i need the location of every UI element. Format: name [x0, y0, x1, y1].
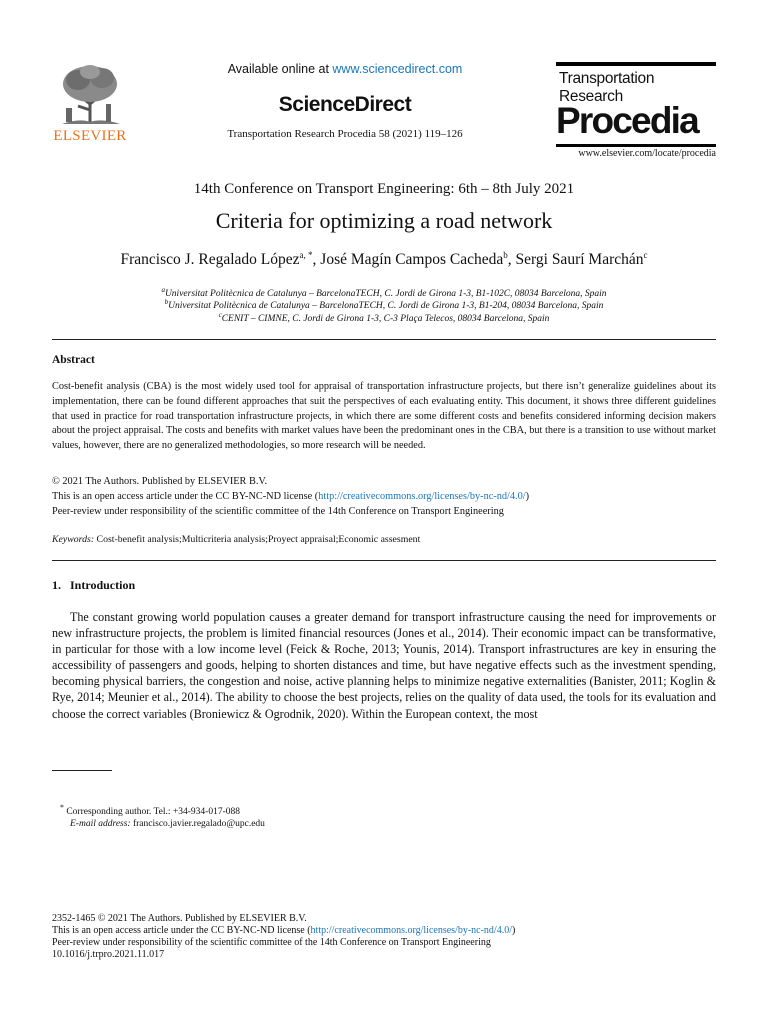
available-online-line: [210, 62, 480, 76]
procedia-line3: Procedia: [556, 100, 698, 141]
affiliation-sup: c: [218, 311, 222, 319]
author-list: [52, 250, 716, 269]
journal-citation: Transportation Research Procedia 58 (2021) 119–126: [227, 128, 463, 140]
section-heading: 1. Introduction: [52, 578, 136, 592]
elsevier-logo: [50, 60, 130, 148]
email-address[interactable]: francisco.javier.regalado@upc.edu: [130, 819, 265, 829]
footnote-sup: *: [60, 803, 64, 812]
author-sup: c: [643, 250, 648, 260]
abstract-body: Cost-benefit analysis (CBA) is the most widely used tool for appraisal of transportation infrastructure projects, but there isn’t generalize guidelines about its implementation, there can be found different approaches that suit the perspectives of each evaluating entity. This document, it shows three different guidelines that used in practice for road transportation infrastructure projects, in which there are some different costs and benefits considered informing decision makers about the project appraisal. The costs and benefits with market values have been the predominant ones in the CBA, but there is a transition to use without market values, however, there are no generalized methodologies, so more research will be needed.: [52, 381, 716, 452]
footer-peer-review: Peer-review under responsibility of the scientific committee of the 14th Conference on Transport Engineering: [52, 937, 491, 948]
author-sup: b: [503, 250, 508, 260]
keywords-line: [52, 534, 716, 545]
affiliation-sup: a: [161, 286, 165, 294]
abstract-heading: Abstract: [52, 354, 95, 366]
available-prefix: Available online at: [227, 62, 333, 76]
procedia-url[interactable]: www.elsevier.com/locate/procedia: [578, 148, 716, 159]
introduction-body: The constant growing world population causes a greater demand for transport infrastructure causing the need for improvements or new infrastructure projects, the problem is limited financial resources (Jones et al., 2014). Their economic impact can be transformative, in particular for those with a low income level (Feick & Roche, 2013; Younis, 2014). Transport infrastructures are key in ensuring the accessibility of passengers and goods, helping to shorten distances and time, but have negative effects such as the investment spending, becoming physical barriers, the congestion and noise, active planning helps to minimize negative externalities (Banister, 2011; Koglin & Rye, 2014; Meunier et al., 2014). The ability to choose the best projects, relies on the quality of data used, the tools for its evaluation and choose the correct variables (Broniewicz & Ogrodnik, 2020). Within the European context, the most: [52, 610, 716, 721]
affiliation-sup: b: [164, 298, 169, 306]
corresponding-author-footnote: [60, 803, 240, 817]
affiliation-text: Universitat Politècnica de Catalunya – BarcelonaTECH, C. Jordi de Girona 1-3, B1-102C, 08034 Barcelona, Spain: [164, 289, 607, 300]
footnote-text: Corresponding author. Tel.: +34-934-017-088: [63, 807, 240, 818]
author-sep: ,: [312, 251, 321, 269]
license-suffix: ): [525, 491, 530, 502]
author-name: Sergi Saurí Marchán: [515, 251, 644, 269]
copyright-line: © 2021 The Authors. Published by ELSEVIER B.V.: [52, 476, 268, 487]
license-link[interactable]: http://creativecommons.org/licenses/by-nc-nd/4.0/: [318, 491, 526, 502]
email-footnote: [70, 819, 265, 829]
footer-license-suffix: ): [511, 925, 516, 936]
peer-review-line: Peer-review under responsibility of the scientific committee of the 14th Conference on Transport Engineering: [52, 506, 504, 517]
footnote-rule: [52, 770, 112, 771]
license-line: [52, 491, 716, 502]
author-sep: ,: [507, 251, 516, 269]
conference-line: 14th Conference on Transport Engineering: 6th – 8th July 2021: [193, 181, 575, 197]
footer-issn: 2352-1465 © 2021 The Authors. Published by ELSEVIER B.V.: [52, 913, 307, 924]
procedia-logo: [556, 62, 716, 160]
footer-license-link[interactable]: http://creativecommons.org/licenses/by-nc-nd/4.0/: [310, 925, 512, 936]
footer-license-prefix: This is an open access article under the CC BY-NC-ND license (: [52, 925, 311, 936]
procedia-line1: Transportation: [559, 70, 655, 87]
affiliation-c: [52, 311, 716, 324]
divider: [52, 560, 716, 561]
footer-license: [52, 925, 716, 936]
affiliation-b: [52, 298, 716, 311]
affiliation-text: Universitat Politècnica de Catalunya – BarcelonaTECH, C. Jordi de Girona 1-3, B1-204, 08034 Barcelona, Spain: [168, 301, 604, 312]
divider: [52, 339, 716, 340]
author-name: José Magín Campos Cacheda: [320, 251, 504, 269]
email-label: E-mail address:: [70, 819, 131, 829]
footer-doi[interactable]: 10.1016/j.trpro.2021.11.017: [52, 949, 165, 960]
elsevier-wordmark: ELSEVIER: [53, 128, 127, 144]
sciencedirect-link[interactable]: www.sciencedirect.com: [332, 62, 463, 76]
author-sup: a, *: [299, 250, 313, 260]
paper-title: Criteria for optimizing a road network: [215, 208, 553, 233]
sciencedirect-wordmark: ScienceDirect: [278, 93, 412, 116]
procedia-bottom-bar: [556, 144, 716, 147]
procedia-top-bar: [556, 62, 716, 66]
keywords-label: Keywords:: [52, 534, 95, 545]
keywords-text: Cost-benefit analysis;Multicriteria analysis;Proyect appraisal;Economic assesment: [94, 534, 421, 545]
procedia-line2: Research: [559, 88, 623, 105]
affiliation-text: CENIT – CIMNE, C. Jordi de Girona 1-3, C-3 Plaça Telecos, 08034 Barcelona, Spain: [221, 314, 550, 325]
author-name: Francisco J. Regalado López: [120, 251, 300, 269]
license-prefix: This is an open access article under the CC BY-NC-ND license (: [52, 491, 319, 502]
